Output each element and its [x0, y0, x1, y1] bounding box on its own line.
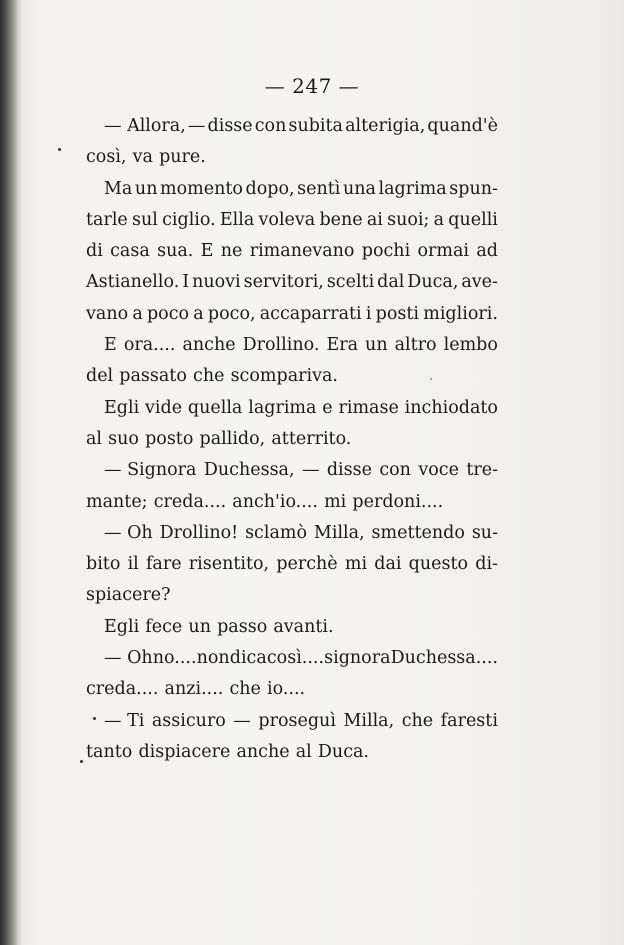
text-line [86, 205, 498, 236]
word: suoi; [387, 209, 430, 230]
text-line [86, 518, 498, 549]
word: ormai [417, 241, 470, 262]
word: I [182, 272, 190, 293]
word: quelli [448, 209, 498, 230]
word: rimase [338, 397, 399, 418]
text-line [86, 643, 498, 674]
word: voleva [258, 209, 316, 230]
text-line [86, 174, 498, 205]
word: — Oh [104, 648, 153, 669]
word: Ma [104, 178, 133, 199]
word: fare [145, 554, 182, 575]
word: Duchessa.... [390, 648, 498, 669]
word: di [86, 241, 103, 262]
word: risentito, [188, 554, 270, 575]
word: con [379, 460, 411, 481]
word: mante; [86, 491, 148, 512]
word: creda.... [153, 491, 227, 512]
word: scelti [326, 272, 375, 293]
word: vano [86, 303, 129, 324]
word: anche [182, 335, 236, 356]
word: con [254, 116, 287, 136]
word: sclamò [245, 522, 308, 543]
word: al [86, 428, 103, 449]
word: che [401, 710, 434, 731]
word: signora [324, 648, 391, 669]
word: rimanevano [249, 241, 355, 262]
word: ai [366, 209, 383, 230]
text-line [86, 361, 498, 392]
word: casa [110, 241, 150, 262]
word: lembo [443, 335, 498, 356]
word: Drollino! [159, 522, 239, 543]
word: pochi [361, 241, 411, 262]
word: creda.... [86, 679, 159, 700]
word: perdoni.... [352, 491, 444, 512]
word: su- [471, 522, 498, 543]
word: assicuro [151, 710, 226, 731]
word: tre- [466, 460, 498, 481]
word: E [104, 335, 117, 356]
word: Milla, [343, 710, 395, 731]
word: anzi.... [164, 679, 224, 700]
word: Duchessa, [203, 460, 295, 481]
word: spun- [449, 178, 498, 199]
text-line [86, 299, 498, 330]
word: a [193, 303, 204, 324]
word: Duca, [407, 272, 459, 293]
text-line [86, 455, 498, 486]
word: subita [288, 116, 343, 136]
word: smettendo [371, 522, 465, 543]
word: — Signora [104, 460, 197, 481]
word: alterigia, [345, 116, 426, 136]
text-line [86, 424, 498, 455]
word: faresti [440, 710, 498, 731]
word: va [132, 147, 153, 168]
word: poco [146, 303, 190, 324]
word: servitori, [243, 272, 324, 293]
word: Egli [104, 616, 140, 637]
word: un [134, 178, 158, 199]
text-line [86, 142, 498, 173]
word: mi [324, 491, 347, 512]
word: che [229, 679, 261, 700]
text-line [86, 612, 498, 643]
ink-speck [58, 148, 61, 151]
word: che [193, 366, 225, 387]
word: vide [145, 397, 183, 418]
word: bito [86, 554, 121, 575]
word: anche [236, 741, 290, 762]
word: questo [408, 554, 469, 575]
word: — [233, 710, 251, 731]
word: lagrima [248, 397, 317, 418]
body-text [86, 111, 498, 768]
word: Egli [104, 397, 140, 418]
word: sentì [297, 178, 341, 199]
word: disse [207, 116, 253, 136]
text-line [86, 236, 498, 267]
word: pallido, [199, 428, 266, 449]
word: Drollino. [242, 335, 320, 356]
text-line [86, 737, 498, 768]
word: e [322, 397, 333, 418]
text-line [86, 393, 498, 424]
text-line [86, 330, 498, 361]
word: posto [145, 428, 194, 449]
word: posti [375, 303, 420, 324]
word: no.... [152, 648, 197, 669]
word: perchè [276, 554, 338, 575]
word: E [200, 241, 214, 262]
book-spine-shadow [0, 0, 22, 945]
page-number: — 247 — [264, 74, 360, 98]
word: Era [326, 335, 359, 356]
word: ciglio. [162, 209, 216, 230]
word: così, [86, 147, 127, 168]
word: sul [132, 209, 158, 230]
word: Ella [219, 209, 255, 230]
word: a [433, 209, 445, 230]
word: dopo, [245, 178, 295, 199]
text-line [86, 549, 498, 580]
word: — Ti [104, 710, 145, 731]
word: quella [187, 397, 243, 418]
word: tanto [86, 741, 133, 762]
word: avanti. [273, 616, 334, 637]
word: passato [119, 366, 187, 387]
word: passo [217, 616, 268, 637]
word: dal [377, 272, 405, 293]
word: Duca. [317, 741, 369, 762]
text-line [86, 580, 498, 611]
word: — Oh [104, 522, 153, 543]
word: i [365, 303, 372, 324]
word: a [132, 303, 143, 324]
word: un [365, 335, 388, 356]
word: anch'io.... [232, 491, 318, 512]
word: ave- [461, 272, 498, 293]
word: dispiacere [138, 741, 231, 762]
text-line [86, 706, 498, 737]
word: pure. [159, 147, 206, 168]
word: fece [145, 616, 183, 637]
text-line [86, 267, 498, 298]
word: — Allora, [104, 116, 186, 136]
word: io.... [267, 679, 306, 700]
word: mi [344, 554, 368, 575]
word: suo [108, 428, 139, 449]
word: Milla, [313, 522, 365, 543]
text-line [86, 111, 498, 142]
ink-speck [430, 378, 432, 380]
word: Astianello. [86, 272, 180, 293]
word: ora.... [123, 335, 176, 356]
word: — [187, 116, 206, 136]
word: momento [160, 178, 243, 199]
word: bene [319, 209, 363, 230]
text-line [86, 674, 498, 705]
word: sua. [157, 241, 194, 262]
word: inchiodato [404, 397, 498, 418]
word: accaparrati [259, 303, 362, 324]
word: proseguì [258, 710, 336, 731]
word: nuovi [192, 272, 241, 293]
word: così.... [266, 648, 325, 669]
word: ad [476, 241, 498, 262]
word: migliori. [423, 303, 498, 324]
word: ne [220, 241, 243, 262]
word: il [127, 554, 139, 575]
ink-speck [80, 760, 83, 763]
word: — [301, 460, 320, 481]
word: non [196, 648, 230, 669]
word: atterrito. [271, 428, 352, 449]
word: un [188, 616, 211, 637]
word: al [295, 741, 312, 762]
word: spiacere? [86, 585, 171, 606]
word: del [86, 366, 114, 387]
word: tarle [86, 209, 128, 230]
word: dica [229, 648, 267, 669]
word: quand'è [427, 116, 498, 136]
word: lagrima [378, 178, 447, 199]
text-line [86, 487, 498, 518]
word: voce [418, 460, 459, 481]
word: dai [374, 554, 402, 575]
word: poco, [207, 303, 256, 324]
ink-speck [93, 717, 96, 720]
word: una [342, 178, 376, 199]
word: altro [394, 335, 437, 356]
word: disse [326, 460, 372, 481]
word: di- [475, 554, 498, 575]
word: scompariva. [230, 366, 338, 387]
